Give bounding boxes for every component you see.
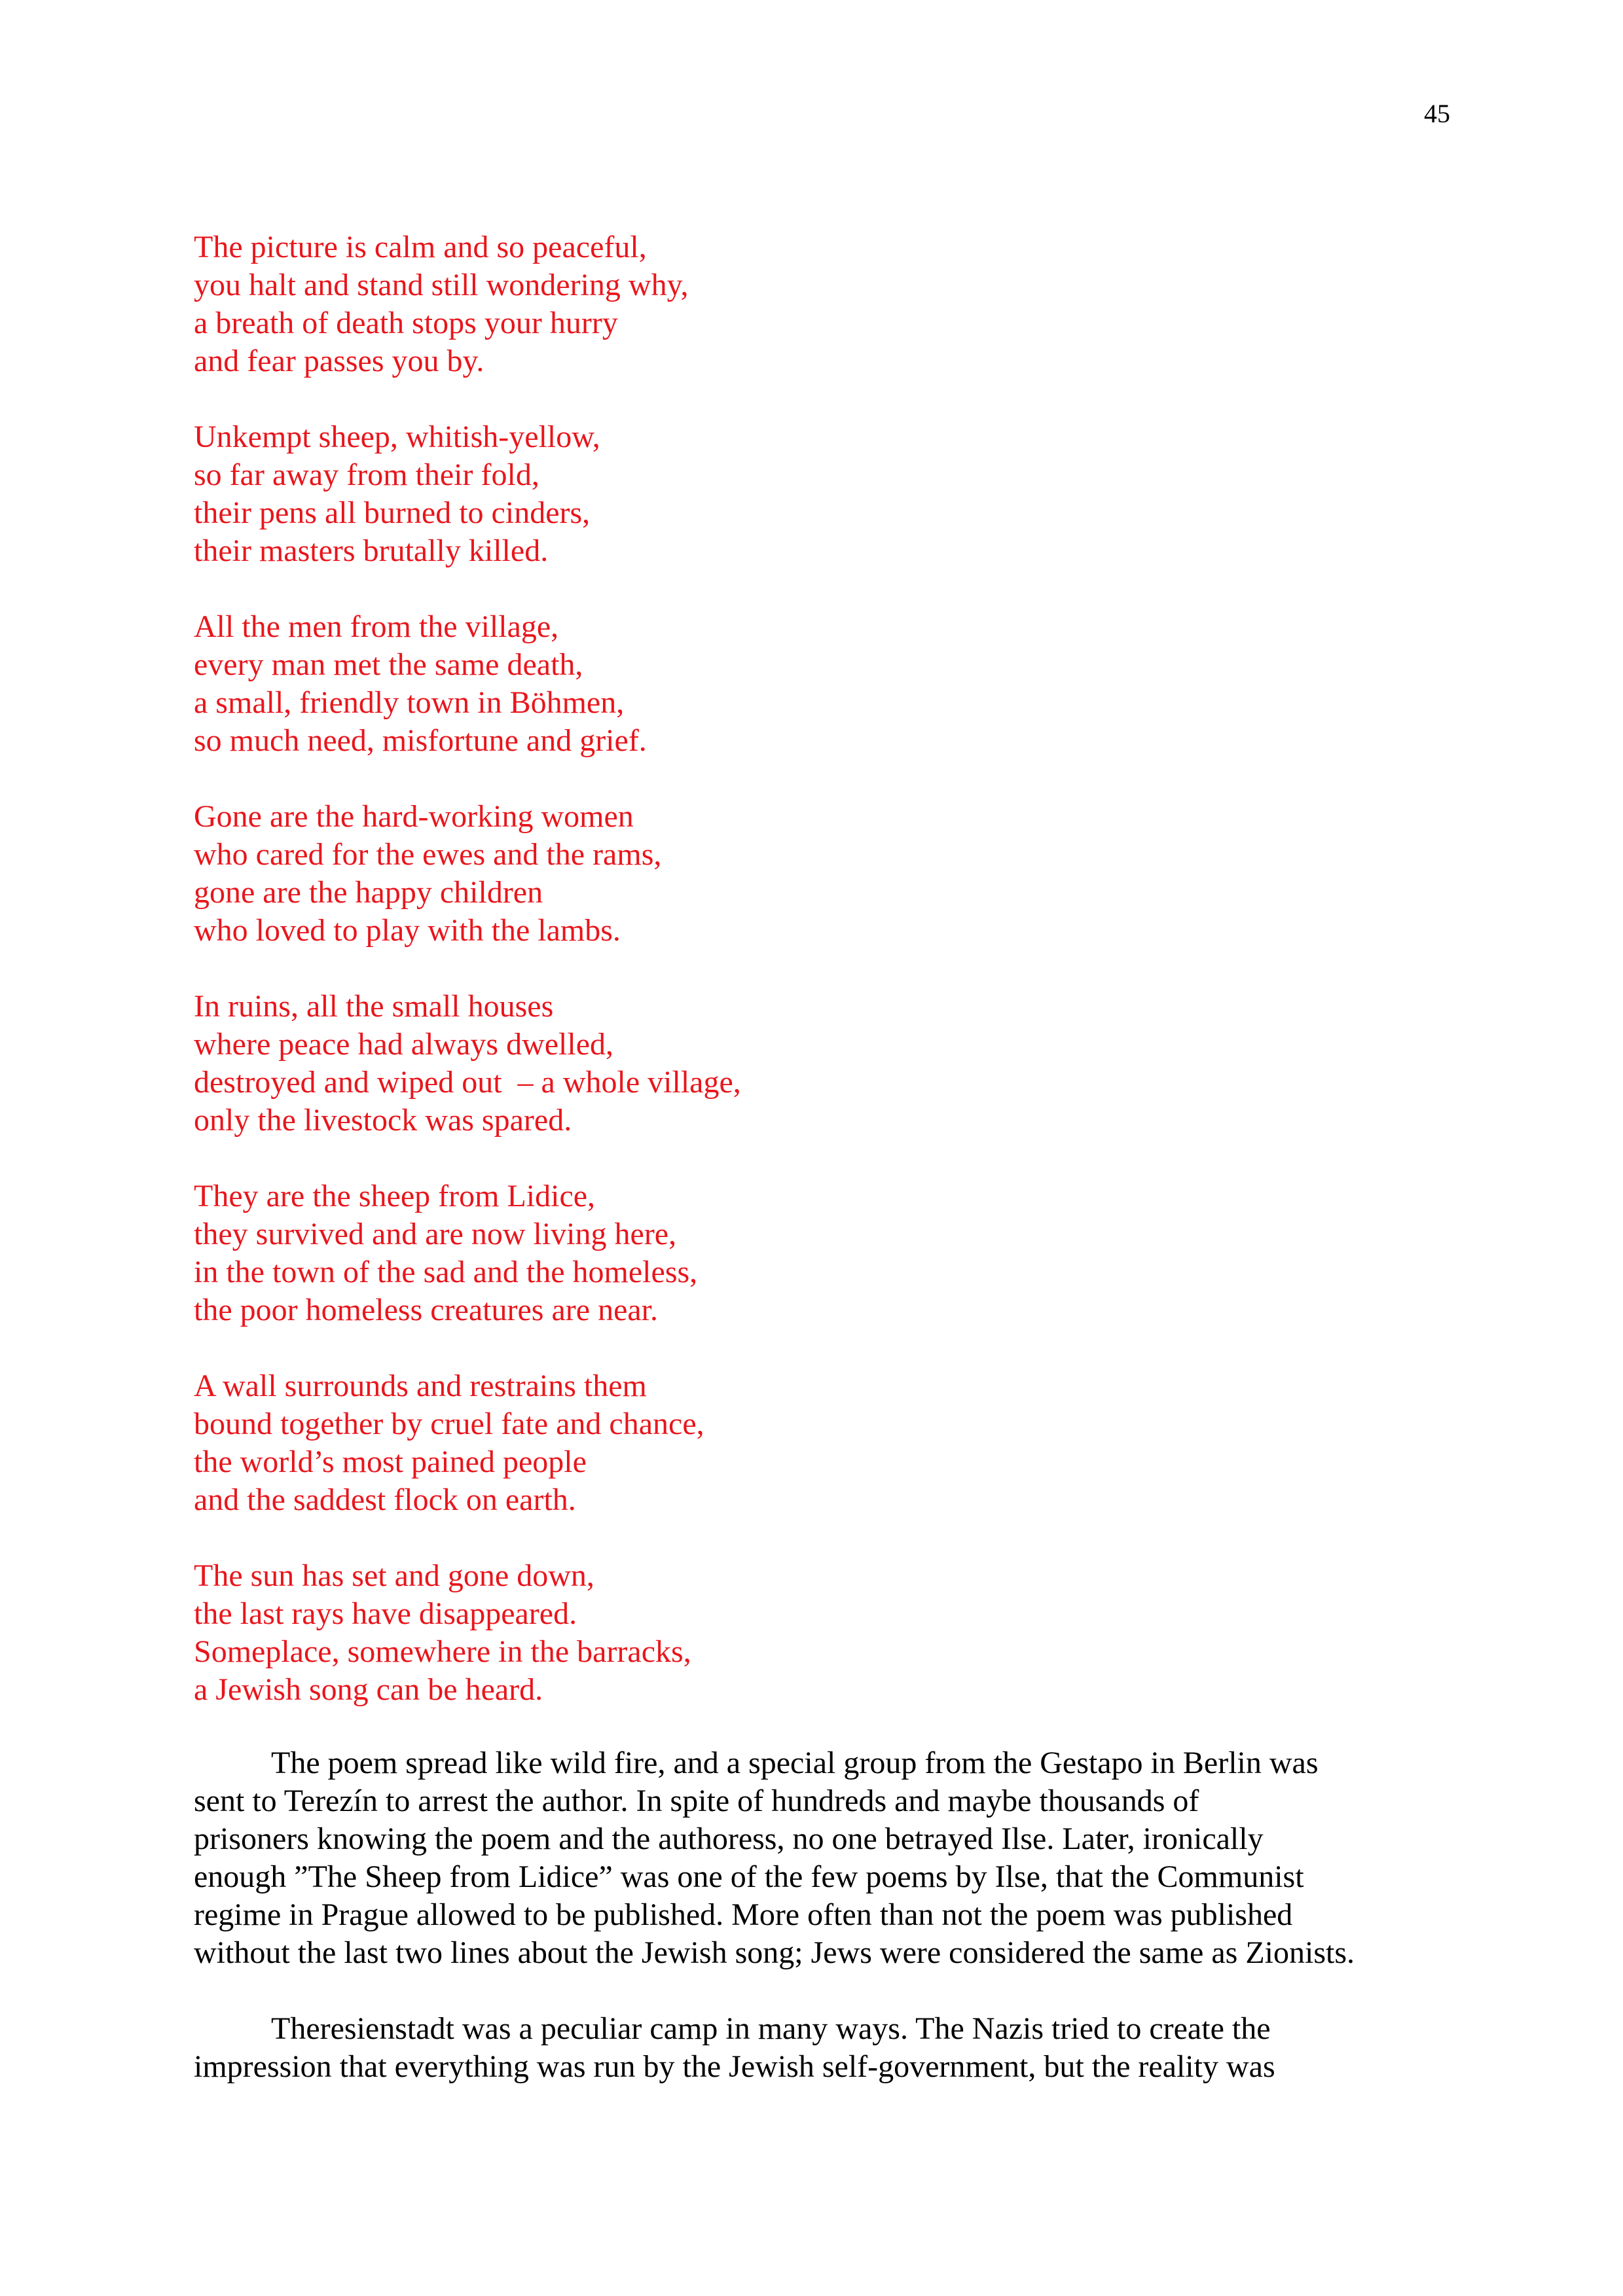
paragraph-line: The poem spread like wild fire, and a special group from the Gestapo in Berlin was — [271, 1746, 1319, 1780]
poem-line: a breath of death stops your hurry — [194, 306, 618, 340]
poem-stanza-5 — [194, 988, 1438, 1139]
paragraph-1 — [194, 1744, 1438, 1972]
poem-line: only the livestock was spared. — [194, 1103, 572, 1138]
poem-line: so much need, misfortune and grief. — [194, 723, 647, 758]
paragraph-line: impression that everything was run by the Jewish self-government, but the reality was — [194, 2049, 1275, 2084]
paragraph-line: without the last two lines about the Jewish song; Jews were considered the same as Zionists. — [194, 1935, 1355, 1970]
poem-line: the poor homeless creatures are near. — [194, 1293, 659, 1327]
poem-line: they survived and are now living here, — [194, 1217, 677, 1251]
poem-line: who cared for the ewes and the rams, — [194, 837, 662, 872]
poem-line: so far away from their fold, — [194, 457, 539, 492]
paragraph-2 — [194, 2010, 1438, 2086]
body-text — [194, 1744, 1438, 2124]
poem-line: where peace had always dwelled, — [194, 1027, 614, 1062]
poem-line: Someplace, somewhere in the barracks, — [194, 1634, 691, 1669]
poem-line: Gone are the hard-working women — [194, 799, 634, 834]
poem-line: gone are the happy children — [194, 875, 543, 910]
poem-stanza-8 — [194, 1557, 1438, 1709]
poem-line: who loved to play with the lambs. — [194, 913, 621, 948]
poem-line: In ruins, all the small houses — [194, 989, 554, 1024]
poem-line: and fear passes you by. — [194, 344, 484, 378]
poem-stanza-6 — [194, 1177, 1438, 1329]
paragraph-line: Theresienstadt was a peculiar camp in many ways. The Nazis tried to create the — [271, 2011, 1271, 2046]
poem-line: a small, friendly town in Böhmen, — [194, 685, 625, 720]
poem-line: in the town of the sad and the homeless, — [194, 1255, 698, 1289]
page-number: 45 — [1424, 99, 1450, 128]
poem-line: The picture is calm and so peaceful, — [194, 230, 647, 264]
poem-line: the last rays have disappeared. — [194, 1596, 577, 1631]
poem-line: every man met the same death, — [194, 647, 583, 682]
poem-line: destroyed and wiped out – a whole village, — [194, 1065, 741, 1100]
poem-line: you halt and stand still wondering why, — [194, 268, 689, 302]
paragraph-line: regime in Prague allowed to be published. More often than not the poem was published — [194, 1897, 1293, 1932]
poem — [194, 228, 1438, 1709]
poem-line: bound together by cruel fate and chance, — [194, 1407, 704, 1441]
poem-line: A wall surrounds and restrains them — [194, 1369, 647, 1403]
poem-line: their pens all burned to cinders, — [194, 495, 591, 530]
poem-stanza-2 — [194, 418, 1438, 570]
poem-line: a Jewish song can be heard. — [194, 1672, 543, 1707]
paragraph-line: enough ”The Sheep from Lidice” was one of the few poems by Ilse, that the Communist — [194, 1859, 1304, 1894]
poem-stanza-4 — [194, 798, 1438, 950]
poem-stanza-1 — [194, 228, 1438, 380]
poem-stanza-7 — [194, 1367, 1438, 1519]
paragraph-line: prisoners knowing the poem and the authoress, no one betrayed Ilse. Later, ironically — [194, 1821, 1264, 1856]
poem-line: The sun has set and gone down, — [194, 1558, 594, 1593]
paragraph-line: sent to Terezín to arrest the author. In spite of hundreds and maybe thousands of — [194, 1784, 1199, 1818]
poem-line: Unkempt sheep, whitish-yellow, — [194, 420, 600, 454]
poem-line: the world’s most pained people — [194, 1444, 587, 1479]
poem-stanza-3 — [194, 608, 1438, 760]
poem-line: their masters brutally killed. — [194, 533, 549, 568]
poem-line: and the saddest flock on earth. — [194, 1482, 576, 1517]
poem-line: All the men from the village, — [194, 609, 559, 644]
poem-line: They are the sheep from Lidice, — [194, 1179, 596, 1213]
